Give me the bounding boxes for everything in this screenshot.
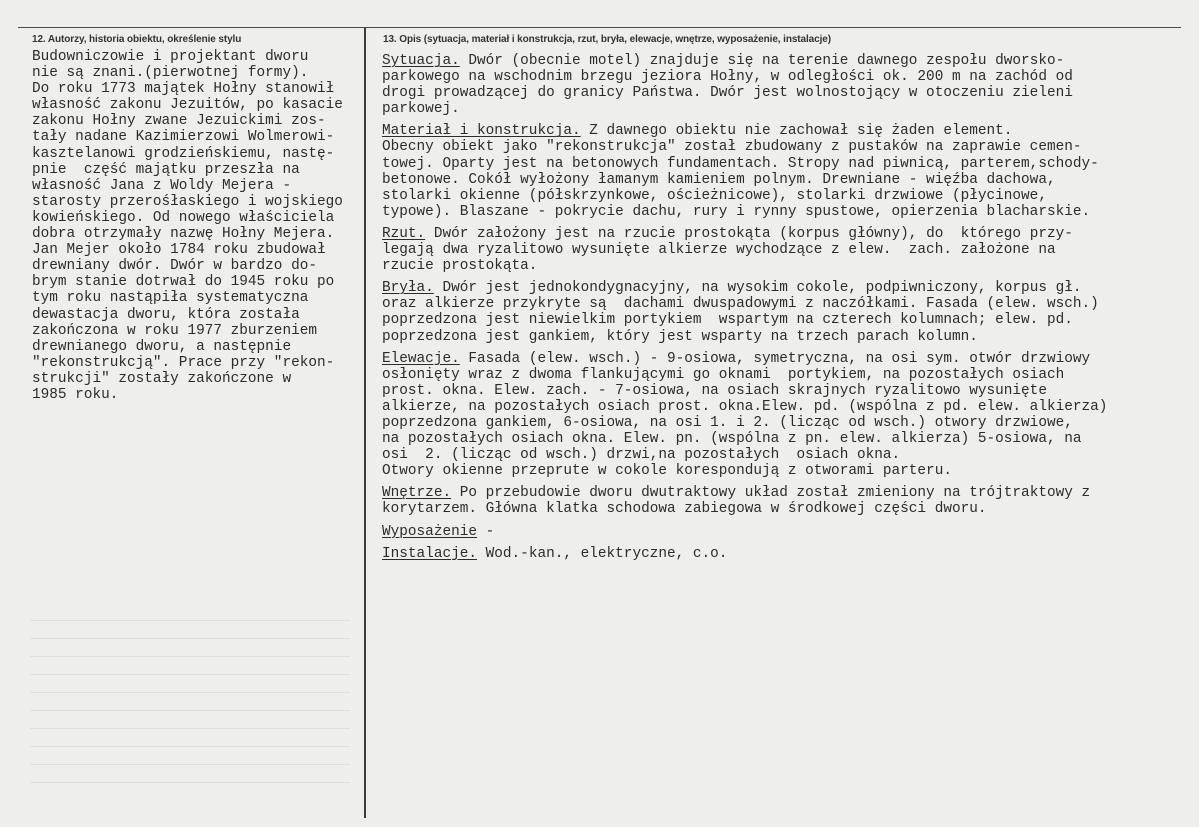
description-line: [382, 156, 1107, 172]
line-text: poprzedzona jest gankiem, który jest wsparty na trzech parach kolumn.: [382, 328, 978, 345]
description-line: [382, 280, 1107, 296]
column-divider: [364, 28, 366, 818]
history-line: dewastacja dworu, która została: [32, 306, 300, 323]
line-text: Dwór założony jest na rzucie prostokąta (korpus główny), do którego przy-: [425, 225, 1073, 242]
top-rule: [18, 27, 1181, 28]
history-text: [32, 49, 343, 403]
history-line: tym roku nastąpiła systematyczna: [32, 290, 309, 307]
description-line: [382, 431, 1107, 447]
line-text: Dwór jest jednokondygnacyjny, na wysokim cokole, podpiwniczony, korpus gł.: [433, 280, 1082, 297]
description-line: [382, 399, 1107, 415]
history-line: nie są znani.(pierwotnej formy).: [32, 65, 309, 82]
description-line: [382, 524, 1107, 540]
section-heading: Instalacje.: [382, 545, 477, 562]
section-heading: Bryła.: [382, 280, 434, 297]
history-line: kowieńskiego. Od nowego właściciela: [32, 209, 335, 226]
description-line: [382, 139, 1107, 155]
history-line: Budowniczowie i projektant dworu: [32, 49, 309, 65]
description-line: [382, 123, 1107, 139]
description-line: [382, 188, 1107, 204]
line-text: betonowe. Cokół wyłożony łamanym kamieniem polnym. Drewniane - więźba dachowa,: [382, 171, 1056, 188]
history-line: 1985 roku.: [32, 386, 119, 403]
description-line: [382, 242, 1107, 258]
section-heading: Materiał i konstrukcja.: [382, 123, 581, 140]
line-text: osi 2. (licząc od wsch.) drzwi,na pozostałych osiach okna.: [382, 447, 901, 464]
history-line: tały nadane Kazimierzowi Wolmerowi-: [32, 129, 335, 146]
description-section: [382, 280, 1107, 344]
bleed-through-ghost: [30, 620, 350, 790]
line-text: alkierze, na pozostałych osiach prost. okna.Elew. pd. (wspólna z pd. elew. alkierza): [382, 398, 1108, 415]
line-text: stolarki okienne (półskrzynkowe, ościeżnicowe), stolarki drzwiowe (płycinowe,: [382, 187, 1047, 204]
description-line: [382, 485, 1107, 501]
section-heading: Sytuacja.: [382, 53, 460, 69]
line-text: parkowego na wschodnim brzegu jeziora Hołny, w odległości ok. 200 m na zachód od: [382, 69, 1073, 86]
line-text: Fasada (elew. wsch.) - 9-osiowa, symetryczna, na osi sym. otwór drzwiowy: [459, 350, 1091, 367]
line-text: Z dawnego obiektu nie zachował się żaden element.: [580, 123, 1013, 140]
line-text: drogi prowadzącej do granicy Państwa. Dwór jest wolnostojący w otoczeniu zieleni: [382, 85, 1073, 102]
history-section-header: 12. Autorzy, historia obiektu, określenie stylu: [32, 34, 242, 45]
history-line: pnie część majątku przeszła na: [32, 161, 300, 178]
line-text: Otwory okienne przeprute w cokole korespondują z otworami parteru.: [382, 463, 952, 480]
description-section: [382, 351, 1107, 480]
line-text: -: [477, 523, 495, 540]
description-line: [382, 258, 1107, 274]
description-line: [382, 69, 1107, 85]
description-section: [382, 226, 1107, 274]
line-text: towej. Oparty jest na betonowych fundamentach. Stropy nad piwnicą, parterem,schody-: [382, 155, 1099, 172]
section-heading: Elewacje.: [382, 350, 460, 367]
description-line: [382, 329, 1107, 345]
description-line: [382, 351, 1107, 367]
description-line: [382, 296, 1107, 312]
history-line: Do roku 1773 majątek Hołny stanowił: [32, 81, 335, 98]
description-section: [382, 485, 1107, 517]
description-line: [382, 101, 1107, 117]
history-line: strukcji" zostały zakończone w: [32, 370, 292, 387]
section-heading: Wyposażenie: [382, 523, 477, 540]
history-line: "rekonstrukcją". Prace przy "rekon-: [32, 354, 335, 371]
description-line: [382, 172, 1107, 188]
history-line: starosty przerośłaskiego i wojskiego: [32, 193, 343, 210]
line-text: parkowej.: [382, 101, 460, 118]
history-line: zakonu Hołny zwane Jezuickimi zos-: [32, 113, 326, 130]
history-line: własność Jana z Woldy Mejera -: [32, 177, 292, 194]
line-text: typowe). Blaszane - pokrycie dachu, rury i rynny spustowe, opierzenia blacharskie.: [382, 203, 1091, 220]
description-line: [382, 415, 1107, 431]
section-heading: Wnętrze.: [382, 485, 452, 502]
description-text: [382, 53, 1107, 562]
description-line: [382, 546, 1107, 562]
history-line: własność zakonu Jezuitów, po kasacie: [32, 97, 343, 114]
line-text: osłonięty wraz z dwoma flankującymi go oknami portykiem, na pozostałych osiach: [382, 366, 1065, 383]
line-text: poprzedzona jest niewielkim portykiem wspartym na czterech kolumnach; elew. pd.: [382, 312, 1073, 329]
history-line: dobra otrzymały nazwę Hołny Mejera.: [32, 226, 335, 243]
line-text: oraz alkierze przykryte są dachami dwuspadowymi z naczółkami. Fasada (elew. wsch.): [382, 296, 1099, 313]
line-text: rzucie prostokąta.: [382, 258, 538, 275]
description-section: [382, 53, 1107, 117]
description-line: [382, 501, 1107, 517]
history-line: brym stanie dotrwał do 1945 roku po: [32, 274, 335, 291]
description-section: [382, 123, 1107, 220]
line-text: Dwór (obecnie motel) znajduje się na terenie dawnego zespołu dworsko-: [459, 53, 1065, 69]
history-line: kasztelanowi grodzieńskiemu, nastę-: [32, 145, 335, 162]
line-text: Po przebudowie dworu dwutraktowy układ został zmieniony na trójtraktowy z: [451, 485, 1091, 502]
line-text: poprzedzona gankiem, 6-osiowa, na osi 1. i 2. (licząc od wsch.) otwory drzwiowe,: [382, 414, 1073, 431]
history-line: zakończona w roku 1977 zburzeniem: [32, 322, 317, 339]
line-text: prost. okna. Elew. zach. - 7-osiowa, na osiach skrajnych ryzalitowo wysunięte: [382, 382, 1047, 399]
description-line: [382, 85, 1107, 101]
description-line: [382, 53, 1107, 69]
description-line: [382, 447, 1107, 463]
description-section-header: 13. Opis (sytuacja, materiał i konstrukcja, rzut, bryła, elewacje, wnętrze, wyposażenie, instalacje): [383, 34, 831, 45]
section-heading: Rzut.: [382, 225, 426, 242]
description-section: [382, 546, 1107, 562]
history-line: Jan Mejer około 1784 roku zbudował: [32, 242, 326, 259]
description-line: [382, 312, 1107, 328]
line-text: legają dwa ryzalitowo wysunięte alkierze wychodzące z elew. zach. założone na: [382, 242, 1056, 259]
description-section: [382, 524, 1107, 540]
history-line: drewnianego dworu, a następnie: [32, 338, 292, 355]
description-line: [382, 383, 1107, 399]
line-text: korytarzem. Główna klatka schodowa zabiegowa w środkowej części dworu.: [382, 501, 987, 518]
line-text: na pozostałych osiach okna. Elew. pn. (wspólna z pn. elew. alkierza) 5-osiowa, na: [382, 431, 1082, 448]
description-line: [382, 463, 1107, 479]
description-line: [382, 226, 1107, 242]
description-line: [382, 204, 1107, 220]
description-line: [382, 367, 1107, 383]
history-line: drewniany dwór. Dwór w bardzo do-: [32, 258, 317, 275]
line-text: Obecny obiekt jako "rekonstrukcja" został zbudowany z pustaków na zaprawie cemen-: [382, 139, 1082, 156]
line-text: Wod.-kan., elektryczne, c.o.: [477, 545, 728, 562]
